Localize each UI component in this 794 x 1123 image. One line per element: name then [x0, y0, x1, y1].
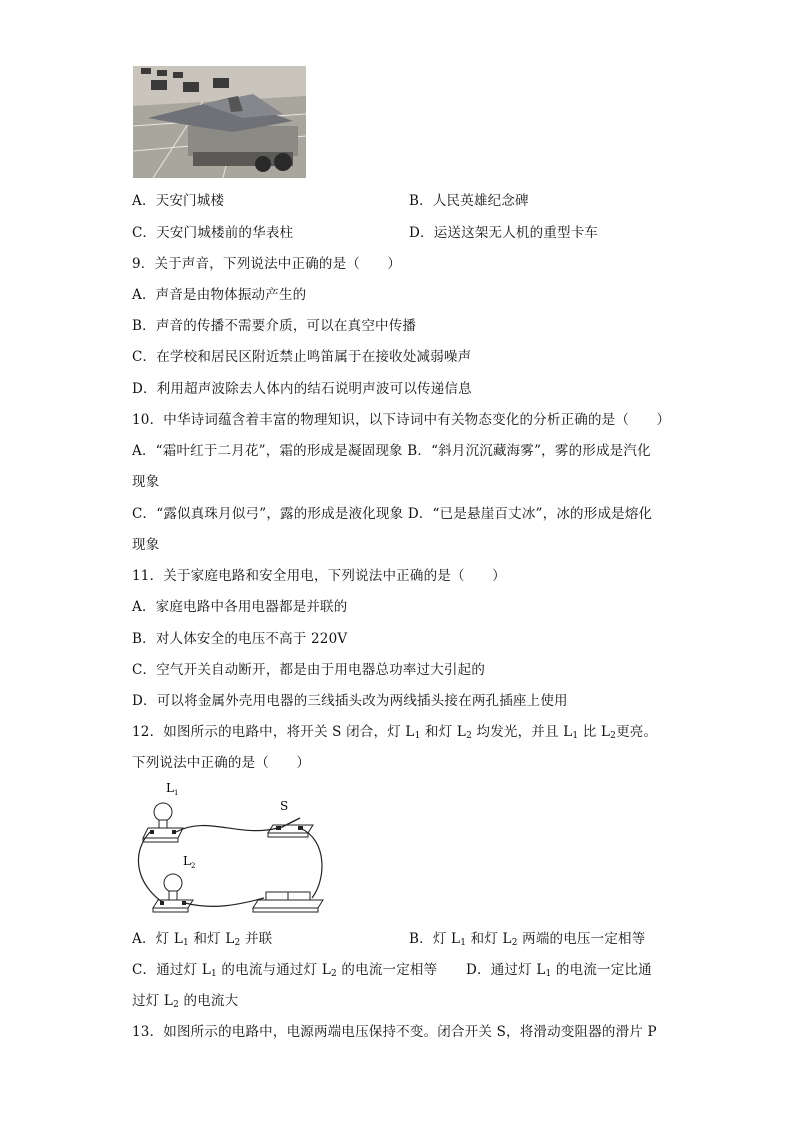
q12-stem: 12．如图所示的电路中，将开关 S 闭合，灯 $L_1$ 和灯 $L_2$ 均发光，并且 $L_1$ 比 $L_2$更亮。 [132, 724, 658, 741]
q10-options-cd-cont: 现象 [132, 537, 160, 553]
label-l2: $L_2$ [183, 854, 196, 870]
q12-option-d: D．通过灯 $L_1$ 的电流一定比通 [466, 962, 652, 979]
q10-options-ab-cont: 现象 [132, 474, 160, 490]
q10-stem: 10．中华诗词蕴含着丰富的物理知识，以下诗词中有关物态变化的分析正确的是（ ） [132, 412, 671, 428]
q10-options-cd: C．“露似真珠月似弓”，露的形成是液化现象 D．“已是悬崖百丈冰”，冰的形成是熔化 [132, 506, 653, 522]
q11-option-c: C．空气开关自动断开，都是由于用电器总功率过大引起的 [132, 662, 486, 678]
q13-stem: 13．如图所示的电路中，电源两端电压保持不变。闭合开关 S，将滑动变阻器的滑片 P [132, 1024, 657, 1040]
q11-option-a: A．家庭电路中各用电器都是并联的 [132, 599, 348, 615]
q8-option-b: B．人民英雄纪念碑 [409, 193, 529, 209]
q9-option-d: D．利用超声波除去人体内的结石说明声波可以传递信息 [132, 381, 472, 397]
q12-option-b: B．灯 $L_1$ 和灯 $L_2$ 两端的电压一定相等 [409, 931, 646, 948]
q12-option-d-cont: 过灯 $L_2$ 的电流大 [132, 993, 239, 1010]
q9-option-a: A．声音是由物体振动产生的 [132, 287, 307, 303]
q9-stem: 9．关于声音，下列说法中正确的是（ ） [132, 256, 402, 272]
q8-option-d: D．运送这架无人机的重型卡车 [409, 225, 599, 241]
q9-option-c: C．在学校和居民区附近禁止鸣笛属于在接收处减弱噪声 [132, 349, 472, 365]
q11-option-d: D．可以将金属外壳用电器的三线插头改为两线插头接在两孔插座上使用 [132, 693, 568, 709]
drone-parade-photo [133, 66, 306, 178]
q12-option-c: C．通过灯 $L_1$ 的电流与通过灯 $L_2$ 的电流一定相等 [132, 962, 438, 979]
q12-circuit-diagram [128, 780, 328, 920]
q12-stem-line2: 下列说法中正确的是（ ） [132, 755, 311, 771]
q9-option-b: B．声音的传播不需要介质，可以在真空中传播 [132, 318, 417, 334]
label-s: S [280, 799, 289, 813]
q11-stem: 11．关于家庭电路和安全用电，下列说法中正确的是（ ） [132, 568, 506, 584]
q12-option-a: A．灯 $L_1$ 和灯 $L_2$ 并联 [132, 931, 273, 948]
label-l1: $L_1$ [166, 781, 179, 797]
q8-option-c: C．天安门城楼前的华表柱 [132, 225, 294, 241]
q11-option-b: B．对人体安全的电压不高于 220V [132, 631, 348, 647]
q8-option-a: A．天安门城楼 [132, 193, 225, 209]
q10-options-ab: A．“霜叶红于二月花”，霜的形成是凝固现象 B．“斜月沉沉藏海雾”，雾的形成是汽化 [132, 443, 651, 459]
